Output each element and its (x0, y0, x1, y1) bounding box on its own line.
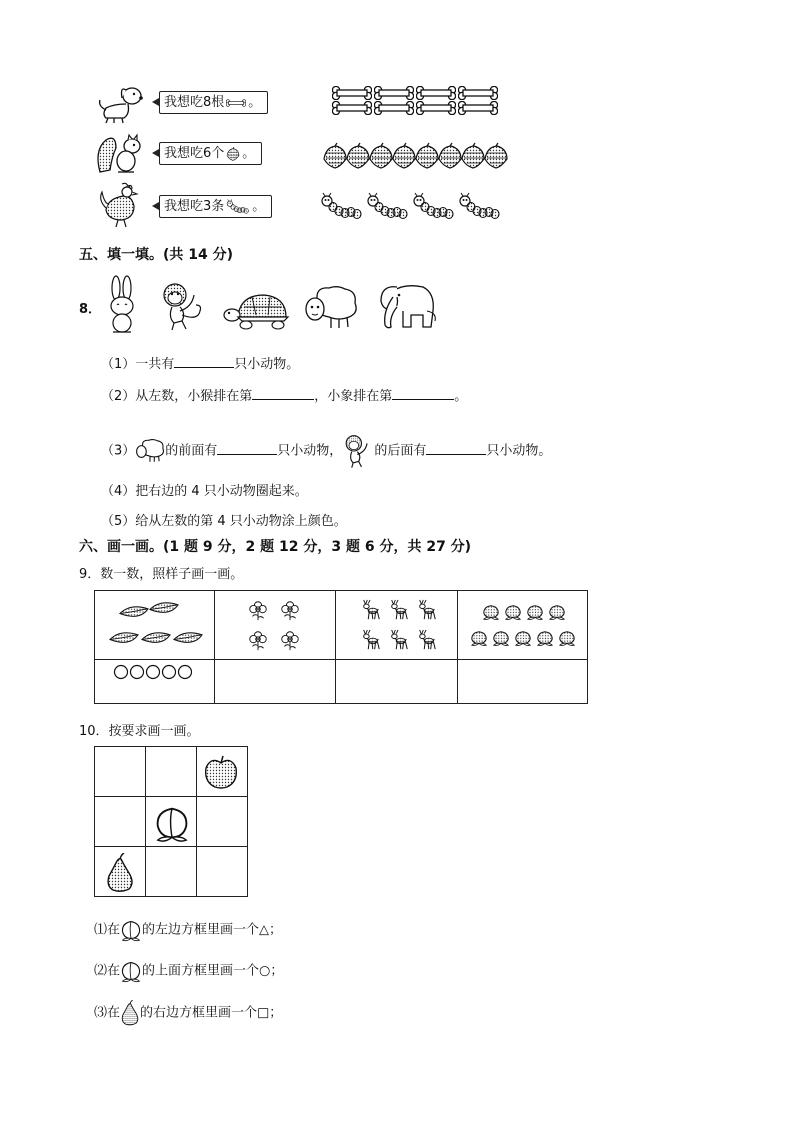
q10-line-2: ⑵在 的上面方框里画一个○； (94, 959, 283, 983)
deer-icon (360, 629, 382, 651)
q8-sub2: （2）从左数，小猴排在第 ，小象排在第 。 (101, 389, 468, 404)
sample-answer-cell (95, 660, 215, 704)
sheep-icon (135, 438, 165, 464)
bone-icon (416, 86, 456, 100)
apple-icon (203, 754, 239, 790)
q9-table (94, 590, 588, 704)
peaches-cell (458, 591, 588, 660)
answer-blank[interactable] (426, 442, 486, 455)
bone-group (332, 86, 500, 116)
peach-icon (558, 629, 576, 647)
question-10-text: 10．按要求画一画。 (79, 724, 200, 739)
caterpillar-group (320, 190, 510, 226)
leaf-icon (119, 605, 149, 622)
bone-icon (374, 101, 414, 115)
bone-icon (226, 99, 246, 107)
squirrel-icon (96, 134, 148, 174)
rooster-icon (98, 182, 148, 228)
q8-sub1: （1）一共有 只小动物。 (101, 357, 300, 372)
rabbit-icon (103, 276, 141, 334)
bone-icon (374, 86, 414, 100)
pinecone-group (322, 138, 512, 172)
monkey-icon (158, 281, 204, 331)
answer-cell-deer[interactable] (336, 660, 458, 704)
deer-icon (360, 599, 382, 621)
caterpillar-icon (366, 192, 410, 222)
dog-speech-bubble: 我想吃8根 。 (159, 91, 268, 114)
pinecone-icon (226, 147, 240, 161)
leaf-icon (109, 631, 139, 648)
q8-sub5: （5）给从左数的第 4 只小动物涂上颜色。 (101, 514, 347, 529)
peach-icon (153, 803, 191, 843)
peach-icon (120, 918, 142, 942)
question-8-number: 8． (79, 302, 102, 317)
leaf-icon (141, 631, 171, 648)
section-6-heading: 六、画一画。(1 题 9 分，2 题 12 分，3 题 6 分，共 27 分) (79, 539, 472, 555)
sample-circles (113, 664, 195, 680)
peach-icon (120, 959, 142, 983)
peach-icon (482, 603, 500, 621)
bone-icon (332, 101, 372, 115)
dog-icon (94, 84, 146, 124)
flower-icon (247, 629, 269, 651)
grid-cell[interactable] (146, 847, 197, 897)
caterpillar-icon (226, 199, 250, 215)
caterpillar-icon (458, 192, 502, 222)
leaves-cell (95, 591, 215, 660)
q10-line-1: ⑴在 的左边方框里画一个△； (94, 918, 282, 942)
peach-icon (548, 603, 566, 621)
grid-cell-apple[interactable] (197, 747, 248, 797)
answer-cell-flowers[interactable] (215, 660, 336, 704)
peach-icon (492, 629, 510, 647)
grid-cell-peach[interactable] (146, 797, 197, 847)
peach-icon (504, 603, 522, 621)
deer-icon (416, 629, 438, 651)
deer-cell (336, 591, 458, 660)
grid-cell[interactable] (95, 747, 146, 797)
answer-blank[interactable] (217, 442, 277, 455)
q8-sub4: （4）把右边的 4 只小动物圈起来。 (101, 484, 308, 499)
q10-line-3: ⑶在 的右边方框里画一个□； (94, 1000, 282, 1026)
pinecone-icon (483, 142, 509, 170)
bone-icon (458, 86, 498, 100)
deer-icon (388, 599, 410, 621)
question-9-text: 9．数一数，照样子画一画。 (79, 567, 244, 582)
flower-icon (279, 599, 301, 621)
q10-grid (94, 746, 248, 897)
leaf-icon (149, 601, 179, 618)
caterpillar-icon (320, 192, 364, 222)
rooster-speech-bubble: 我想吃3条 。 (159, 195, 272, 218)
deer-icon (388, 629, 410, 651)
sheep-icon (303, 285, 359, 331)
pear-icon (105, 853, 135, 893)
peach-icon (514, 629, 532, 647)
bone-icon (416, 101, 456, 115)
grid-cell[interactable] (95, 797, 146, 847)
grid-cell[interactable] (197, 847, 248, 897)
elephant-icon (375, 281, 437, 333)
squirrel-speech-bubble: 我想吃6个 。 (159, 142, 262, 165)
answer-blank[interactable] (392, 387, 454, 400)
bubble-text: 我想吃8根 (164, 95, 225, 110)
answer-blank[interactable] (252, 387, 314, 400)
grid-cell[interactable] (197, 797, 248, 847)
monkey-icon (342, 432, 374, 470)
grid-cell[interactable] (146, 747, 197, 797)
turtle-icon (222, 291, 294, 331)
flower-icon (279, 629, 301, 651)
peach-icon (470, 629, 488, 647)
peach-icon (526, 603, 544, 621)
caterpillar-icon (412, 192, 456, 222)
deer-icon (416, 599, 438, 621)
leaf-icon (173, 631, 203, 648)
section-5-heading: 五、填一填。(共 14 分) (79, 247, 234, 263)
pear-icon (120, 1000, 140, 1026)
bone-icon (458, 101, 498, 115)
flower-icon (247, 599, 269, 621)
answer-blank[interactable] (174, 355, 234, 368)
grid-cell-pear[interactable] (95, 847, 146, 897)
answer-cell-peaches[interactable] (458, 660, 588, 704)
peach-icon (536, 629, 554, 647)
flowers-cell (215, 591, 336, 660)
q8-sub3: （3） 的前面有 只小动物， 的后面有 只小动物。 (101, 432, 551, 470)
bone-icon (332, 86, 372, 100)
